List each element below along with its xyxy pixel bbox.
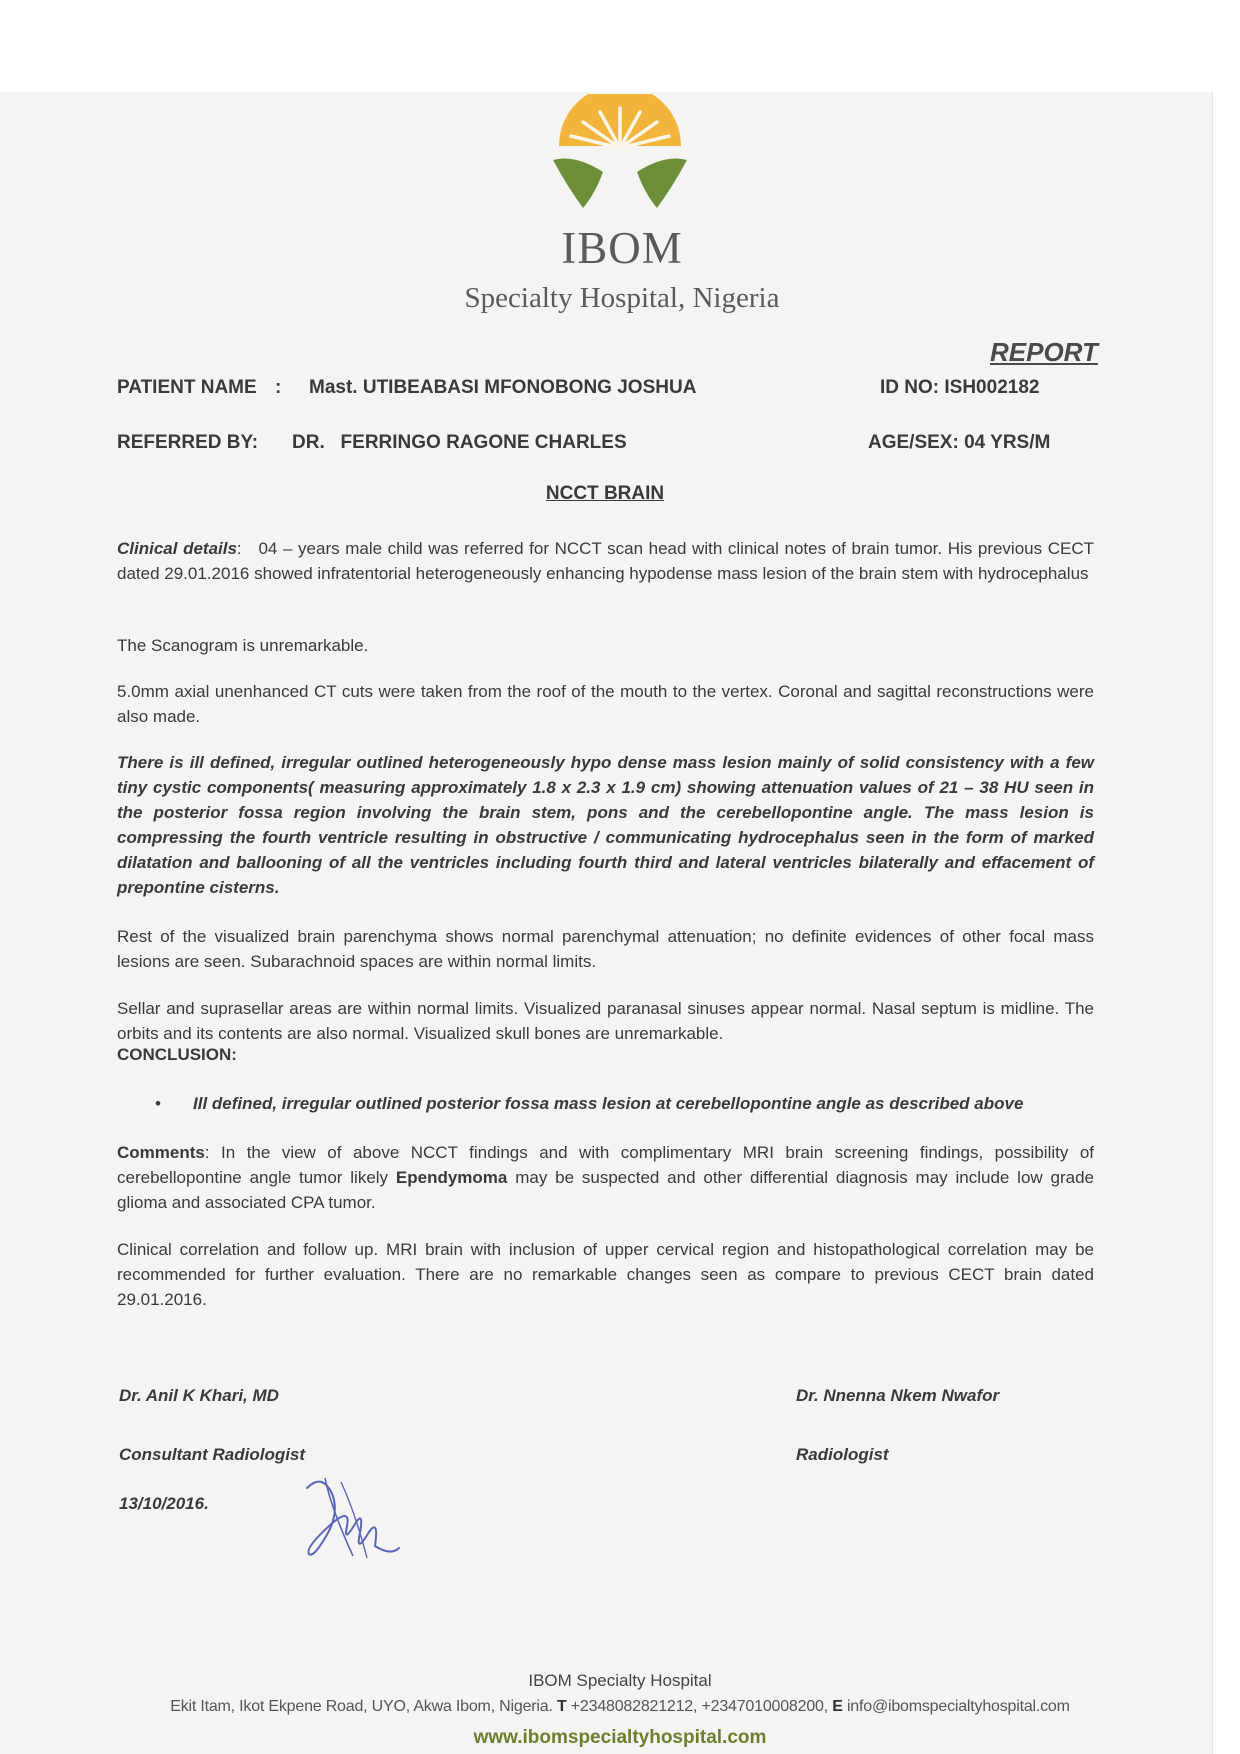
footer-hospital-name: IBOM Specialty Hospital: [528, 1671, 712, 1690]
footer-website-link[interactable]: www.ibomspecialtyhospital.com: [473, 1727, 767, 1748]
footer-phone-label: T: [556, 1698, 567, 1715]
signatory-2-name: Dr. Nnenna Nkem Nwafor: [796, 1386, 1000, 1405]
report-title: REPORT: [990, 337, 1098, 367]
signatory-2-title: Radiologist: [796, 1445, 889, 1464]
report-date: 13/10/2016.: [119, 1494, 209, 1513]
patient-name-separator: :: [275, 377, 282, 398]
hospital-logo-sun-leaves-icon: [545, 94, 695, 216]
conclusion-item: Ill defined, irregular outlined posterior fossa mass lesion at cerebellopontine angle as described above: [193, 1094, 1024, 1113]
handwritten-signature-icon: [295, 1468, 405, 1568]
clinical-details-text: 04 – years male child was referred for NCCT scan head with clinical notes of brain tumor. His previous CECT dated 29.01.2016 showed infratentorial heterogeneously enhancing hypodense mass lesion of the brain stem with hydrocephalus: [117, 539, 1095, 583]
lesion-findings-paragraph: There is ill defined, irregular outlined heterogeneously hypo dense mass lesion mainly of solid consistency with a few tiny cystic components( measuring approximately 1.8 x 2.3 x 1.9 cm) showing attenuation values of 21 – 38 HU seen in the posterior fossa region involving the brain stem, pons and the cerebellopontine angle. The mass lesion is compressing the fourth ventricle resulting in obstructive / communicating hydrocephalus seen in the form of marked dilatation and ballooning of all the ventricles including fourth third and lateral ventricles bilaterally and effacement of prepontine cisterns.: [117, 753, 1094, 897]
patient-name-value: Mast. UTIBEABASI MFONOBONG JOSHUA: [309, 377, 697, 398]
comments-label: Comments: [117, 1143, 205, 1162]
clinical-details-label: Clinical details: [117, 539, 237, 558]
sellar-paragraph: Sellar and suprasellar areas are within normal limits. Visualized paranasal sinuses appear normal. Nasal septum is midline. The orbits and its contents are also normal. Visualized skull bones are unremarkable.: [117, 999, 1094, 1043]
footer-email-label: E: [832, 1698, 843, 1715]
scanogram-paragraph: The Scanogram is unremarkable.: [117, 636, 369, 655]
patient-name-label: PATIENT NAME: [117, 377, 257, 398]
footer-phones: +2348082821212, +2347010008200,: [570, 1698, 828, 1715]
signatory-1-name: Dr. Anil K Khari, MD: [119, 1386, 279, 1405]
clinical-details-paragraph: [117, 536, 1094, 586]
hospital-name: IBOM: [561, 223, 683, 273]
bullet-icon: •: [155, 1094, 161, 1113]
parenchyma-paragraph: Rest of the visualized brain parenchyma shows normal parenchymal attenuation; no definite evidences of other focal mass lesions are seen. Subarachnoid spaces are within normal limits.: [117, 927, 1094, 971]
comments-highlight: Ependymoma: [395, 1168, 508, 1187]
technique-paragraph: 5.0mm axial unenhanced CT cuts were taken from the roof of the mouth to the vertex. Coronal and sagittal reconstructions were also made.: [117, 682, 1094, 726]
patient-id: ID NO: ISH002182: [880, 377, 1040, 398]
comments-text-2: may be suspected and other differential diagnosis may include low grade glioma and associated CPA tumor.: [117, 1168, 1094, 1212]
comments-paragraph: [117, 1140, 1094, 1215]
clinical-details-colon: :: [236, 539, 242, 558]
referred-by-value: DR. FERRINGO RAGONE CHARLES: [292, 432, 627, 453]
footer-address: Ekit Itam, Ikot Ekpene Road, UYO, Akwa Ibom, Nigeria.: [170, 1698, 553, 1715]
referred-by-label: REFERRED BY:: [117, 432, 259, 453]
conclusion-heading: CONCLUSION:: [117, 1045, 237, 1064]
patient-age-sex: AGE/SEX: 04 YRS/M: [868, 432, 1051, 453]
recommendation-paragraph: Clinical correlation and follow up. MRI brain with inclusion of upper cervical region and histopathological correlation may be recommended for further evaluation. There are no remarkable changes seen as compare to previous CECT brain dated 29.01.2016.: [117, 1240, 1094, 1309]
section-title: NCCT BRAIN: [545, 483, 665, 504]
hospital-tagline: Specialty Hospital, Nigeria: [464, 282, 780, 314]
footer-contact-line: [0, 1698, 1240, 1716]
comments-text-1: : In the view of above NCCT findings and with complimentary MRI brain screening findings, possibility of cerebellopontine angle tumor likely: [117, 1143, 1094, 1187]
signatory-1-title: Consultant Radiologist: [119, 1445, 306, 1464]
footer-email[interactable]: info@ibomspecialtyhospital.com: [846, 1698, 1070, 1715]
